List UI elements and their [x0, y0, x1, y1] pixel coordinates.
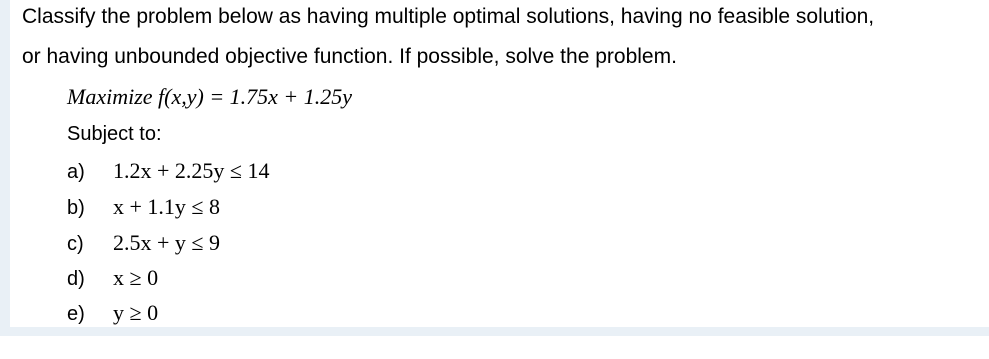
constraint-c	[67, 230, 220, 256]
intro-line-1: Classify the problem below as having multiple optimal solutions, having no feasible solution,	[22, 5, 875, 28]
subject-to-label: Subject to:	[67, 123, 162, 145]
intro-line-2: or having unbounded objective function. If possible, solve the problem.	[22, 45, 677, 68]
objective-function	[67, 84, 352, 109]
objective-text: Maximize f(x,y) = 1.75x + 1.25y	[67, 84, 353, 109]
bottom-border	[0, 327, 989, 336]
constraint-expr: x + 1.1y ≤ 8	[113, 194, 220, 219]
constraint-expr: y ≥ 0	[113, 300, 159, 325]
constraint-b	[67, 194, 220, 220]
constraint-label: b)	[67, 197, 85, 219]
constraint-expr: 2.5x + y ≤ 9	[113, 230, 220, 255]
problem-content	[22, 0, 987, 327]
constraint-expr: 1.2x + 2.25y ≤ 14	[113, 158, 270, 183]
constraint-label: a)	[67, 161, 85, 183]
constraint-label: e)	[67, 303, 85, 325]
left-border	[0, 0, 10, 335]
constraint-a	[67, 158, 269, 184]
constraint-label: d)	[67, 268, 85, 290]
constraint-label: c)	[67, 233, 84, 255]
constraint-expr: x ≥ 0	[113, 265, 159, 290]
constraint-e	[67, 300, 158, 326]
constraint-d	[67, 265, 158, 291]
